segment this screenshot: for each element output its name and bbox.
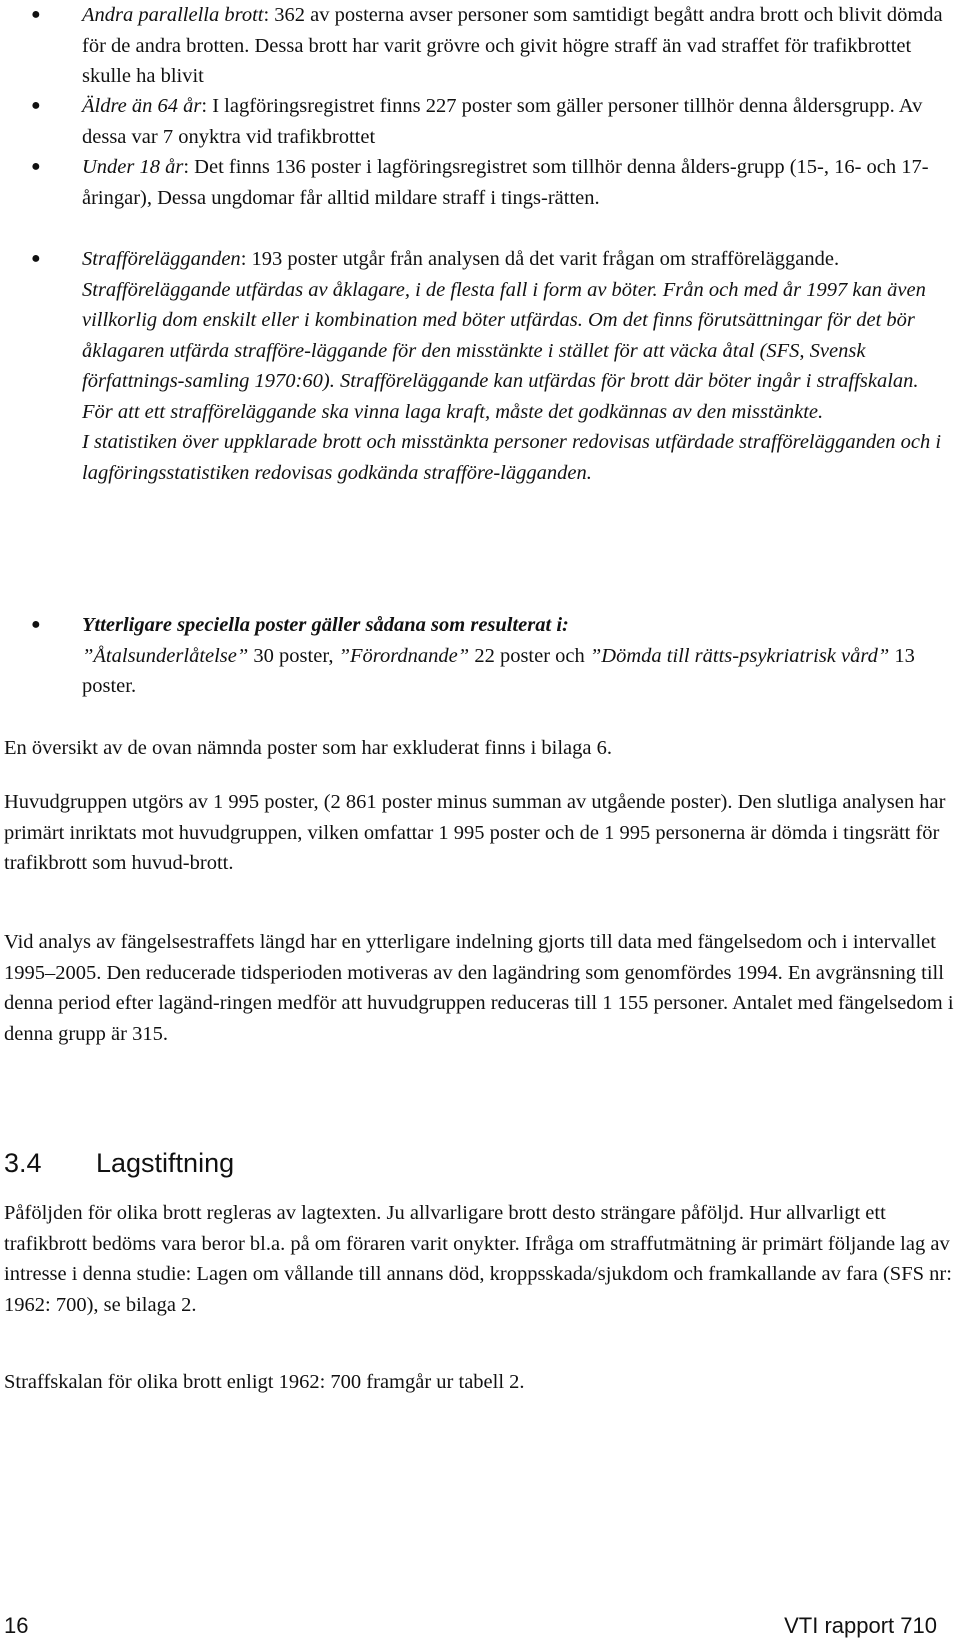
report-name: VTI rapport 710 <box>784 1613 937 1638</box>
paragraph: En översikt av de ovan nämnda poster som har exkluderat finns i bilaga 6. <box>4 737 613 759</box>
page-number: 16 <box>4 1613 29 1638</box>
list-item-subparagraph: I statistiken över uppklarade brott och misstänkta personer redovisas utfärdade strafförelägganden och i lagföringsstatistiken redovisas godkända strafföre-lägganden. <box>82 431 942 484</box>
paragraph: Vid analys av fängelsestraffets längd har en ytterligare indelning gjorts till data med fängelsedom och i intervallet 1995–2005. Den reducerade tidsperioden motiveras av den lagändring som genomfördes 1994. En avgränsning till denna period efter lagänd-ringen medför att huvudgruppen reduceras till 1 155 personer. Antalet med fängelsedom i denna grupp är 315. <box>4 931 954 1045</box>
paragraph: Huvudgruppen utgörs av 1 995 poster, (2 861 poster minus summan av utgående poster). Den slutliga analysen har primärt inriktats mot huvudgruppen, vilken omfattar 1 995 poster och de 1 995 personerna är dömda i tingsrätt för trafikbrott som huvud-brott. <box>4 791 946 874</box>
list-item <box>4 152 954 213</box>
list-item-text: : I lagföringsregistret finns 227 poster som gäller personer tillhör denna åldersgrupp. Av dessa var 7 onyktra vid trafikbrottet <box>82 95 923 148</box>
list-item-term: Under 18 år <box>82 156 184 178</box>
list-item <box>4 91 954 152</box>
list-item-term: Äldre än 64 år <box>82 95 202 117</box>
bullet-icon: ● <box>31 158 41 175</box>
list-item-text: : 193 poster utgår från analysen då det varit frågan om strafföreläggande. <box>240 248 840 270</box>
list-item-term: Ytterligare speciella poster gäller sådana som resulterat i: <box>82 614 569 636</box>
paragraph: Påföljden för olika brott regleras av lagtexten. Ju allvarligare brott desto strängare påföljd. Hur allvarligt ett trafikbrott bedöms vara beror bl.a. på om föraren varit onykter. Ifråga om straffutmätning är primärt följande lag av intresse i denna studie: Lagen om vållande till annans död, kroppsskada/sjukdom och framkallande av fara (SFS nr: 1962: 700), se bilaga 2. <box>4 1202 952 1316</box>
list-item-subparagraph: Strafföreläggande utfärdas av åklagare, i de flesta fall i form av böter. Från och med år 1997 kan även villkorlig dom enskilt eller i kombination med böter utfärdas. Om det finns förutsättningar för det bör åklagaren utfärda strafföre-läggande för den misstänkte i stället för att väcka åtal (SFS, Svensk författnings-samling 1970:60). Strafföreläggande kan utfärdas för brott där böter ingår i straffskalan. För att ett strafföreläggande ska vinna laga kraft, måste det godkännas av den misstänkte. <box>82 278 926 423</box>
list-item <box>4 244 954 488</box>
list-item-detail: ”Åtalsunderlåtelse” 30 poster, ”Förordnande” 22 poster och ”Dömda till rätts-psykriatrisk vård” 13 poster. <box>82 644 915 697</box>
bullet-icon: ● <box>31 250 41 267</box>
list-item <box>4 610 954 702</box>
section-number: 3.4 <box>4 1148 42 1178</box>
section-heading <box>4 1145 234 1181</box>
bullet-icon: ● <box>31 6 41 23</box>
list-item-term: Andra parallella brott <box>82 4 264 26</box>
bullet-icon: ● <box>31 97 41 114</box>
list-item <box>4 0 954 92</box>
list-item-term: Strafförelägganden <box>82 248 241 270</box>
bullet-icon: ● <box>31 616 41 633</box>
paragraph: Straffskalan för olika brott enligt 1962: 700 framgår ur tabell 2. <box>4 1371 525 1393</box>
list-item-text: : Det finns 136 poster i lagföringsregistret som tillhör denna ålders-grupp (15-, 16- och 17-åringar), Dessa ungdomar får alltid mildare straff i tings-rätten. <box>82 156 929 209</box>
section-title: Lagstiftning <box>96 1148 235 1178</box>
list-item-text: : 362 av posterna avser personer som samtidigt begått andra brott och blivit dömda för de andra brotten. Dessa brott har varit grövre och givit högre straff än vad straffet för trafikbrottet skulle ha blivit <box>82 4 943 87</box>
